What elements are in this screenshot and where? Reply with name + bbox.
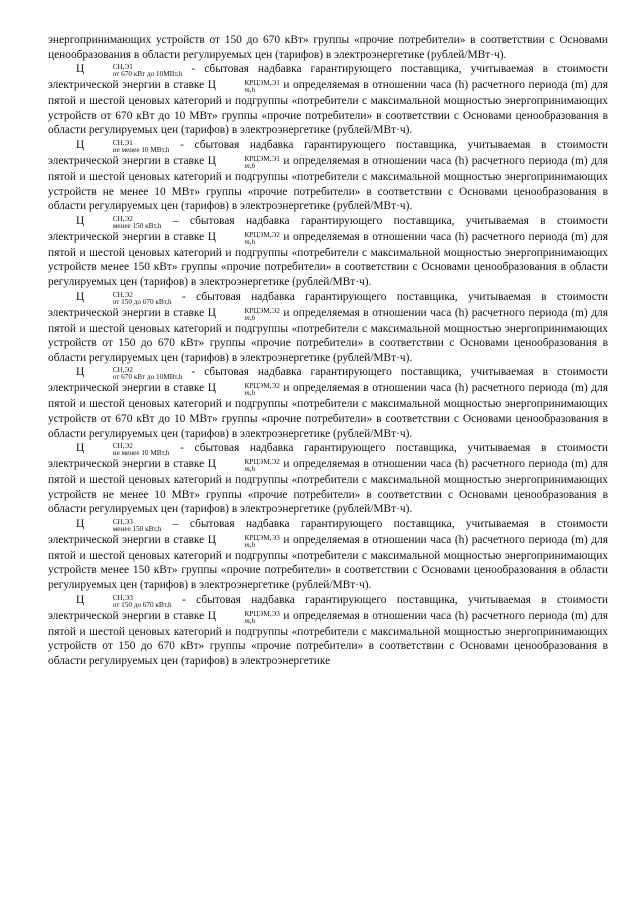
symbol-base: Ц [76, 214, 85, 227]
rate-subscript: m,h [244, 86, 256, 95]
in-rate-text: электрической энергии в ставке [48, 79, 205, 92]
rate-superscript: КРЦЭМ,Э2 [244, 306, 280, 315]
rate-symbol [207, 306, 280, 322]
definition-paragraph [48, 62, 608, 138]
definition-lead: сбытовая надбавка гарантирующего поставщика, учитываемая в стоимости [204, 63, 608, 76]
definition-tail: и определяемая в отношении часа (h) расчетного периода (m) для пятой и шестой ценовых категорий и подгруппы «потребители с максимальной мощностью энергопринимающих устройств [48, 609, 608, 653]
definition-paragraph [48, 593, 608, 669]
surcharge-symbol [76, 517, 162, 533]
definition-lead: сбытовая надбавка гарантирующего поставщика, учитываемая в стоимости [204, 366, 608, 379]
rate-subscript: m,h [244, 465, 256, 474]
definition-paragraph [48, 365, 608, 441]
rate-symbol-scripts [217, 156, 280, 170]
definition-tail: и определяемая в отношении часа (h) расчетного периода (m) для пятой и шестой ценовых категорий и подгруппы «потребители с максимальной мощностью энергопринимающих устройств [48, 533, 608, 577]
in-rate-text: электрической энергии в ставке [48, 609, 205, 622]
capacity-text: от 670 кВт до 10 МВт» группы «прочие потребители» в соответствии с Основами ценообразования в области регулируемых цен (тарифов) в электроэнергетике (рублей/МВт·ч). [48, 109, 608, 137]
capacity-text: от 670 кВт до 10 МВт» группы «прочие потребители» в соответствии с Основами ценообразования в области регулируемых цен (тарифов) в электроэнергетике (рублей/МВт·ч). [48, 412, 608, 440]
capacity-text: менее 150 кВт» группы «прочие потребители» в соответствии с Основами ценообразования в области регулируемых цен (тарифов) в электроэнергетике (рублей/МВт·ч). [48, 261, 608, 288]
rate-superscript: КРЦЭМ,Э1 [244, 79, 280, 88]
definition-lead: сбытовая надбавка гарантирующего поставщика, учитываемая в стоимости [196, 593, 608, 606]
in-rate-text: электрической энергии в ставке [48, 154, 205, 167]
rate-symbol [207, 609, 280, 625]
rate-subscript: m,h [244, 161, 256, 170]
definition-tail: и определяемая в отношении часа (h) расчетного периода (m) для пятой и шестой ценовых категорий и подгруппы «потребители с максимальной мощностью энергопринимающих устройств [48, 458, 608, 501]
symbol-subscript: не менее 10 МВт,h [112, 145, 170, 154]
symbol-base: Ц [76, 63, 85, 76]
dash: - [180, 138, 184, 151]
rate-symbol-base: Ц [207, 154, 217, 167]
rate-symbol-base: Ц [207, 458, 217, 471]
symbol-superscript: СН,Э3 [112, 517, 133, 526]
symbol-base: Ц [76, 290, 85, 303]
dash: - [182, 290, 186, 303]
dash: - [180, 442, 184, 455]
symbol-scripts [85, 216, 162, 230]
rate-symbol-base: Ц [207, 382, 217, 395]
definition-lead: сбытовая надбавка гарантирующего поставщика, учитываемая в стоимости [189, 214, 608, 227]
symbol-scripts [85, 519, 162, 533]
definition-lead: сбытовая надбавка гарантирующего поставщика, учитываемая в стоимости [189, 517, 608, 530]
surcharge-symbol [76, 214, 162, 230]
definition-paragraph [48, 138, 608, 214]
symbol-scripts [85, 292, 172, 306]
surcharge-symbol [76, 138, 170, 154]
rate-symbol-base: Ц [207, 306, 217, 319]
rate-symbol-scripts [217, 535, 280, 549]
symbol-superscript: СН,Э1 [112, 63, 133, 72]
symbol-superscript: СН,Э1 [112, 138, 133, 147]
rate-symbol-base: Ц [207, 609, 217, 622]
definition-paragraph [48, 290, 608, 366]
surcharge-symbol [76, 366, 183, 382]
symbol-scripts [85, 64, 183, 78]
rate-superscript: КРЦЭМ,Э2 [244, 458, 280, 467]
rate-symbol-scripts [217, 459, 280, 473]
rate-symbol-scripts [217, 80, 280, 94]
rate-subscript: m,h [244, 313, 256, 322]
capacity-text: от 150 до 670 кВт» группы «прочие потребители» в соответствии с Основами ценообразования в области регулируемых цен (тарифов) в электроэнергетике [48, 640, 608, 667]
rate-subscript: m,h [244, 540, 256, 549]
definition-tail: и определяемая в отношении часа (h) расчетного периода (m) для пятой и шестой ценовых категорий и подгруппы «потребители с максимальной мощностью энергопринимающих устройств [48, 154, 608, 198]
definitions-list [48, 62, 608, 668]
symbol-subscript: менее 150 кВт,h [112, 221, 162, 230]
rate-symbol-base: Ц [207, 230, 217, 243]
symbol-subscript: менее 150 кВт,h [112, 524, 162, 533]
definition-tail: и определяемая в отношении часа (h) расчетного периода (m) для пятой и шестой ценовых категорий и подгруппы «потребители с максимальной мощностью энергопринимающих устройств [48, 306, 608, 350]
rate-symbol [207, 230, 280, 246]
dash: - [191, 366, 196, 379]
surcharge-symbol [76, 593, 172, 609]
symbol-scripts [85, 140, 170, 154]
symbol-subscript: от 670 кВт до 10МВт,h [112, 70, 183, 79]
definition-lead: сбытовая надбавка гарантирующего поставщика, учитываемая в стоимости [194, 138, 608, 151]
symbol-superscript: СН,Э2 [112, 442, 133, 451]
in-rate-text: электрической энергии в ставке [48, 382, 205, 395]
rate-subscript: m,h [244, 237, 256, 246]
dash: – [172, 214, 179, 227]
rate-symbol-scripts [217, 383, 280, 397]
in-rate-text: электрической энергии в ставке [48, 230, 205, 243]
in-rate-text: электрической энергии в ставке [48, 306, 205, 319]
rate-symbol-scripts [217, 308, 280, 322]
symbol-superscript: СН,Э2 [112, 290, 133, 299]
surcharge-symbol [76, 63, 183, 79]
rate-symbol [207, 533, 280, 549]
rate-subscript: m,h [244, 389, 256, 398]
rate-superscript: КРЦЭМ,Э1 [244, 154, 280, 163]
rate-superscript: КРЦЭМ,Э3 [244, 609, 280, 618]
symbol-base: Ц [76, 442, 85, 455]
symbol-superscript: СН,Э2 [112, 214, 133, 223]
rate-symbol [207, 382, 280, 398]
symbol-scripts [85, 595, 172, 609]
in-rate-text: электрической энергии в ставке [48, 533, 205, 546]
definition-lead: сбытовая надбавка гарантирующего поставщика, учитываемая в стоимости [196, 290, 608, 303]
symbol-base: Ц [76, 517, 85, 530]
surcharge-symbol [76, 290, 172, 306]
rate-symbol [207, 154, 280, 170]
dash: - [182, 593, 186, 606]
rate-symbol [207, 79, 280, 95]
document-page [48, 33, 608, 668]
rate-superscript: КРЦЭМ,Э3 [244, 533, 280, 542]
definition-tail: и определяемая в отношении часа (h) расчетного периода (m) для пятой и шестой ценовых категорий и подгруппы «потребители с максимальной мощностью энергопринимающих устройств [48, 382, 608, 425]
definition-lead: сбытовая надбавка гарантирующего поставщика, учитываемая в стоимости [194, 442, 608, 455]
symbol-subscript: не менее 10 МВт,h [112, 449, 170, 458]
rate-symbol [207, 458, 280, 474]
symbol-base: Ц [76, 138, 85, 151]
capacity-text: не менее 10 МВт» группы «прочие потребители» в соответствии с Основами ценообразования в области регулируемых цен (тарифов) в электроэнергетике (рублей/МВт·ч). [48, 488, 608, 516]
symbol-scripts [85, 443, 170, 457]
symbol-subscript: от 670 кВт до 10МВт,h [112, 373, 183, 382]
surcharge-symbol [76, 442, 170, 458]
dash: – [172, 517, 179, 530]
symbol-superscript: СН,Э3 [112, 593, 133, 602]
symbol-subscript: от 150 до 670 кВт,h [112, 297, 172, 306]
rate-symbol-base: Ц [207, 533, 217, 546]
rate-symbol-base: Ц [207, 79, 217, 92]
capacity-text: менее 150 кВт» группы «прочие потребители» в соответствии с Основами ценообразования в области регулируемых цен (тарифов) в электроэнергетике (рублей/МВт·ч). [48, 564, 608, 592]
symbol-base: Ц [76, 593, 85, 606]
symbol-subscript: от 150 до 670 кВт,h [112, 600, 172, 609]
intro-paragraph: энергопринимающих устройств от 150 до 670 кВт» группы «прочие потребители» в соответствии с Основами ценообразования в области регулируемых цен (тарифов) в электроэнергетике (рублей/МВт·ч). [48, 34, 608, 61]
dash: - [191, 63, 196, 76]
symbol-base: Ц [76, 366, 85, 379]
symbol-superscript: СН,Э2 [112, 366, 133, 375]
definition-paragraph [48, 517, 608, 593]
definition-paragraph [48, 441, 608, 517]
rate-symbol-scripts [217, 232, 280, 246]
definition-tail: и определяемая в отношении часа (h) расчетного периода (m) для пятой и шестой ценовых категорий и подгруппы «потребители с максимальной мощностью энергопринимающих устройств [48, 230, 608, 274]
rate-superscript: КРЦЭМ,Э2 [244, 230, 280, 239]
symbol-scripts [85, 367, 183, 381]
capacity-text: не менее 10 МВт» группы «прочие потребители» в соответствии с Основами ценообразования в области регулируемых цен (тарифов) в электроэнергетике (рублей/МВт·ч). [48, 185, 608, 213]
definition-paragraph [48, 214, 608, 290]
capacity-text: от 150 до 670 кВт» группы «прочие потребители» в соответствии с Основами ценообразования в области регулируемых цен (тарифов) в электроэнергетике (рублей/МВт·ч). [48, 337, 608, 364]
rate-superscript: КРЦЭМ,Э2 [244, 382, 280, 391]
rate-symbol-scripts [217, 611, 280, 625]
in-rate-text: электрической энергии в ставке [48, 458, 205, 471]
rate-subscript: m,h [244, 616, 256, 625]
definition-tail: и определяемая в отношении часа (h) расчетного периода (m) для пятой и шестой ценовых категорий и подгруппы «потребители с максимальной мощностью энергопринимающих устройств [48, 79, 608, 122]
